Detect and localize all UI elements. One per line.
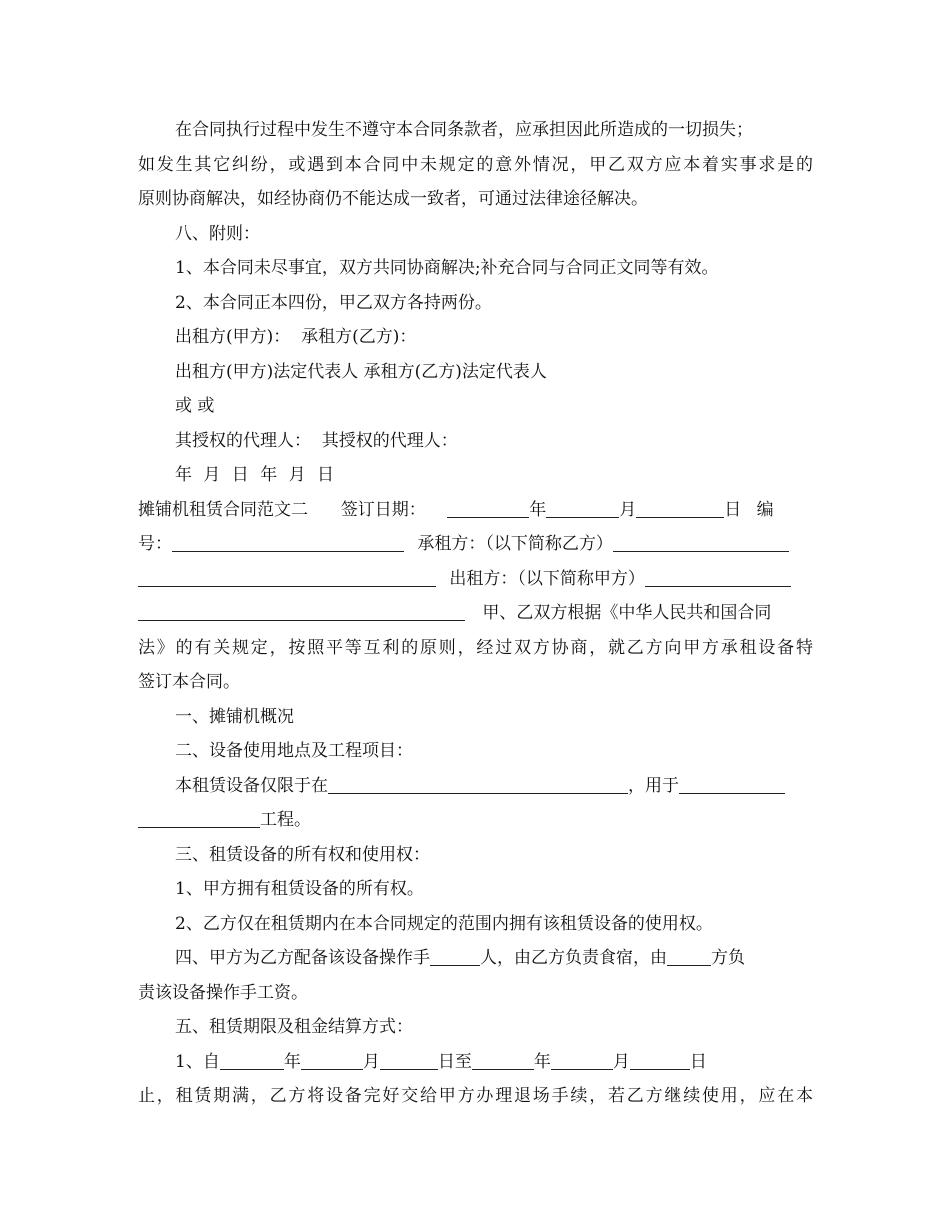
signature-parties: 出租方(甲方)： 承租方(乙方)： bbox=[175, 327, 417, 347]
month-blank bbox=[546, 500, 619, 518]
intro-line-2: 法》的有关规定，按照平等互利的原则，经过双方协商，就乙方向甲方承租设备特 bbox=[138, 637, 813, 658]
section-8-heading: 八、附则： bbox=[175, 223, 260, 244]
clause-3-heading: 三、租赁设备的所有权和使用权： bbox=[175, 844, 430, 865]
clause-4-line-2: 责该设备操作手工资。 bbox=[138, 982, 308, 1003]
number-label-part1: 编 bbox=[756, 499, 774, 520]
intro-line-3: 签订本合同。 bbox=[138, 672, 240, 692]
lodging-label: 人，由乙方负责食宿，由 bbox=[480, 948, 667, 968]
year-blank bbox=[447, 500, 529, 518]
start-year-label: 年 bbox=[283, 1051, 301, 1072]
end-month-blank bbox=[551, 1052, 613, 1070]
number-lessee-line bbox=[138, 527, 813, 562]
operator-label: 四、甲方为乙方配备该设备操作手 bbox=[175, 948, 430, 968]
purpose-blank bbox=[679, 776, 785, 794]
start-month-label: 月 bbox=[362, 1051, 380, 1072]
signature-representatives: 出租方(甲方)法定代表人 承租方(乙方)法定代表人 bbox=[175, 361, 547, 382]
signing-date-label: 签订日期： bbox=[340, 499, 426, 520]
period-to-label: 日至 bbox=[437, 1051, 472, 1072]
clause-2-location bbox=[138, 769, 813, 804]
contract-number-blank bbox=[172, 534, 404, 552]
section-8-item-1: 1、本合同未尽事宜，双方共同协商解决;补充合同与合同正文同等有效。 bbox=[175, 258, 719, 278]
template-title-line bbox=[138, 493, 813, 528]
clause-3-item-1: 1、甲方拥有租赁设备的所有权。 bbox=[175, 879, 424, 899]
start-day-blank bbox=[380, 1052, 438, 1070]
end-year-label: 年 bbox=[533, 1051, 551, 1072]
lessee-blank-cont bbox=[138, 569, 436, 587]
clause-5-heading: 五、租赁期限及租金结算方式： bbox=[175, 1017, 413, 1037]
wage-label: 方负 bbox=[711, 948, 745, 968]
clause-3-item-2: 2、乙方仅在租赁期内在本合同规定的范围内拥有该租赁设备的使用权。 bbox=[175, 913, 713, 934]
day-blank bbox=[636, 500, 724, 518]
breach-clause-line-1: 在合同执行过程中发生不遵守本合同条款者，应承担因此所造成的一切损失； bbox=[175, 120, 753, 140]
signature-dates: 年 月 日 年 月 日 bbox=[175, 465, 335, 485]
clause-1-heading: 一、摊铺机概况 bbox=[175, 706, 294, 727]
clause-2-heading: 二、设备使用地点及工程项目： bbox=[175, 741, 413, 761]
lessee-blank bbox=[613, 534, 789, 552]
lessor-label: 出租方：（以下简称甲方） bbox=[449, 568, 645, 589]
project-label: 工程。 bbox=[260, 810, 311, 830]
clause-5-line-2: 止，租赁期满，乙方将设备完好交给甲方办理退场手续，若乙方继续使用，应在本 bbox=[138, 1086, 813, 1106]
lessor-blank-cont bbox=[138, 603, 465, 621]
intro-text-1: 甲、乙双方根据《中华人民共和国合同 bbox=[482, 603, 772, 623]
end-month-label: 月 bbox=[612, 1051, 630, 1072]
signature-or: 或 或 bbox=[175, 396, 215, 416]
month-label: 月 bbox=[619, 499, 637, 520]
lessor-blank bbox=[645, 569, 791, 587]
lessee-label: 承租方：（以下简称乙方） bbox=[417, 534, 613, 554]
year-label: 年 bbox=[529, 499, 547, 520]
purpose-label: ，用于 bbox=[628, 775, 679, 796]
breach-clause-line-2: 如发生其它纠纷，或遇到本合同中未规定的意外情况，甲乙双方应本着实事求是的 bbox=[138, 154, 813, 175]
project-blank bbox=[138, 810, 260, 828]
location-blank bbox=[328, 776, 628, 794]
number-label-part2: 号： bbox=[138, 534, 172, 554]
section-8-item-2: 2、本合同正本四份，甲乙双方各持两份。 bbox=[175, 292, 492, 313]
intro-line-1 bbox=[138, 596, 813, 631]
end-day-blank bbox=[630, 1052, 690, 1070]
day-label: 日 bbox=[724, 499, 742, 520]
signature-agents: 其授权的代理人： 其授权的代理人： bbox=[175, 430, 458, 451]
template-title: 摊铺机租赁合同范文二 bbox=[138, 499, 308, 520]
wage-party-blank bbox=[667, 948, 711, 966]
clause-2-project bbox=[138, 803, 813, 838]
location-label: 本租赁设备仅限于在 bbox=[175, 775, 328, 796]
clause-5-period bbox=[138, 1045, 813, 1080]
clause-4-line-1 bbox=[138, 941, 813, 976]
breach-clause-line-3: 原则协商解决，如经协商仍不能达成一致者，可通过法律途径解决。 bbox=[138, 189, 648, 209]
period-from-label: 1、自 bbox=[175, 1051, 220, 1072]
lessor-line bbox=[138, 562, 813, 597]
start-month-blank bbox=[301, 1052, 363, 1070]
operator-count-blank bbox=[430, 948, 480, 966]
document-body bbox=[138, 113, 813, 1114]
end-year-blank bbox=[472, 1052, 534, 1070]
start-year-blank bbox=[220, 1052, 284, 1070]
end-day-label: 日 bbox=[689, 1051, 707, 1072]
